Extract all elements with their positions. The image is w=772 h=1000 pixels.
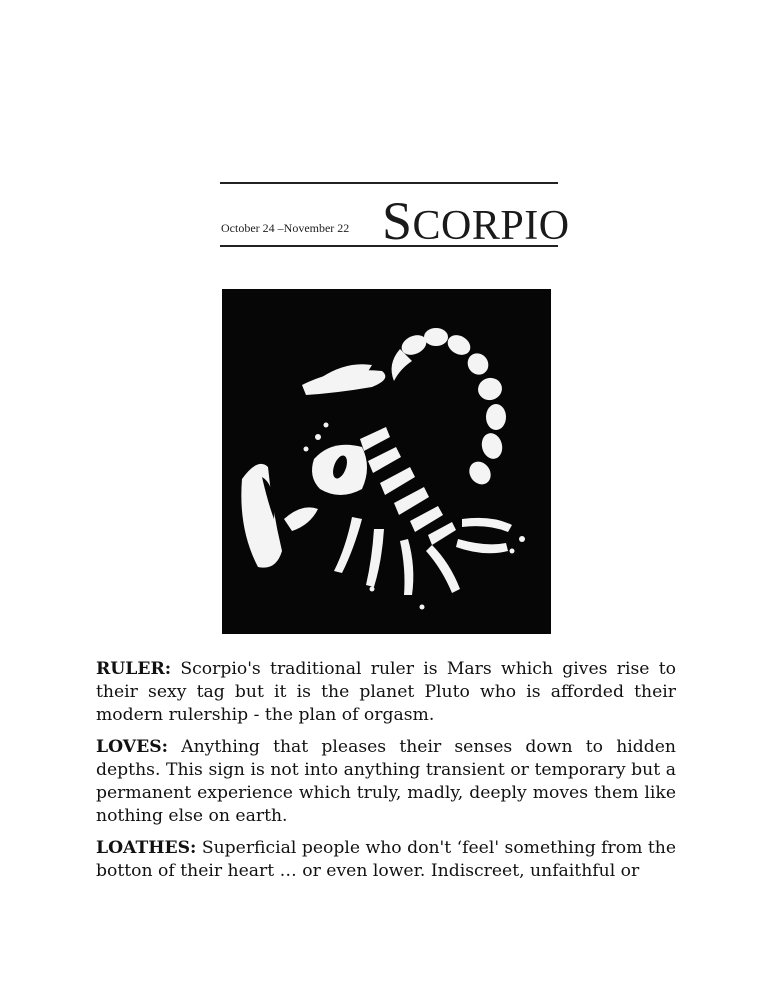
sign-title [382,191,570,251]
loathes-section [96,837,676,883]
section-label: LOATHES: [96,838,197,858]
section-text: Anything that pleases their senses down to hidden depths. This sign is not into anything transient or temporary but a permanent experience which truly, madly, deeply moves them like nothing else on earth. [96,737,677,826]
section-label: LOVES: [96,737,168,757]
section-text: Superficial people who don't ‘feel' something from the botton of their heart … or even lower. Indiscreet, unfaithful or [96,838,677,881]
scorpion-illustration [222,289,551,634]
sign-description [96,658,676,892]
section-text: Scorpio's traditional ruler is Mars which gives rise to their sexy tag but it is the planet Pluto who is afforded their modern rulership - the plan of orgasm. [96,659,676,725]
date-range: October 24 –November 22 [221,221,350,235]
sign-title-initial: S [382,191,413,251]
header-bottom-rule [220,245,558,247]
loves-section [96,736,676,828]
sign-title-rest: CORPIO [412,203,570,249]
section-label: RULER: [96,659,172,679]
scorpion-icon [222,289,551,634]
header-top-rule [220,182,558,184]
ruler-section [96,658,676,727]
